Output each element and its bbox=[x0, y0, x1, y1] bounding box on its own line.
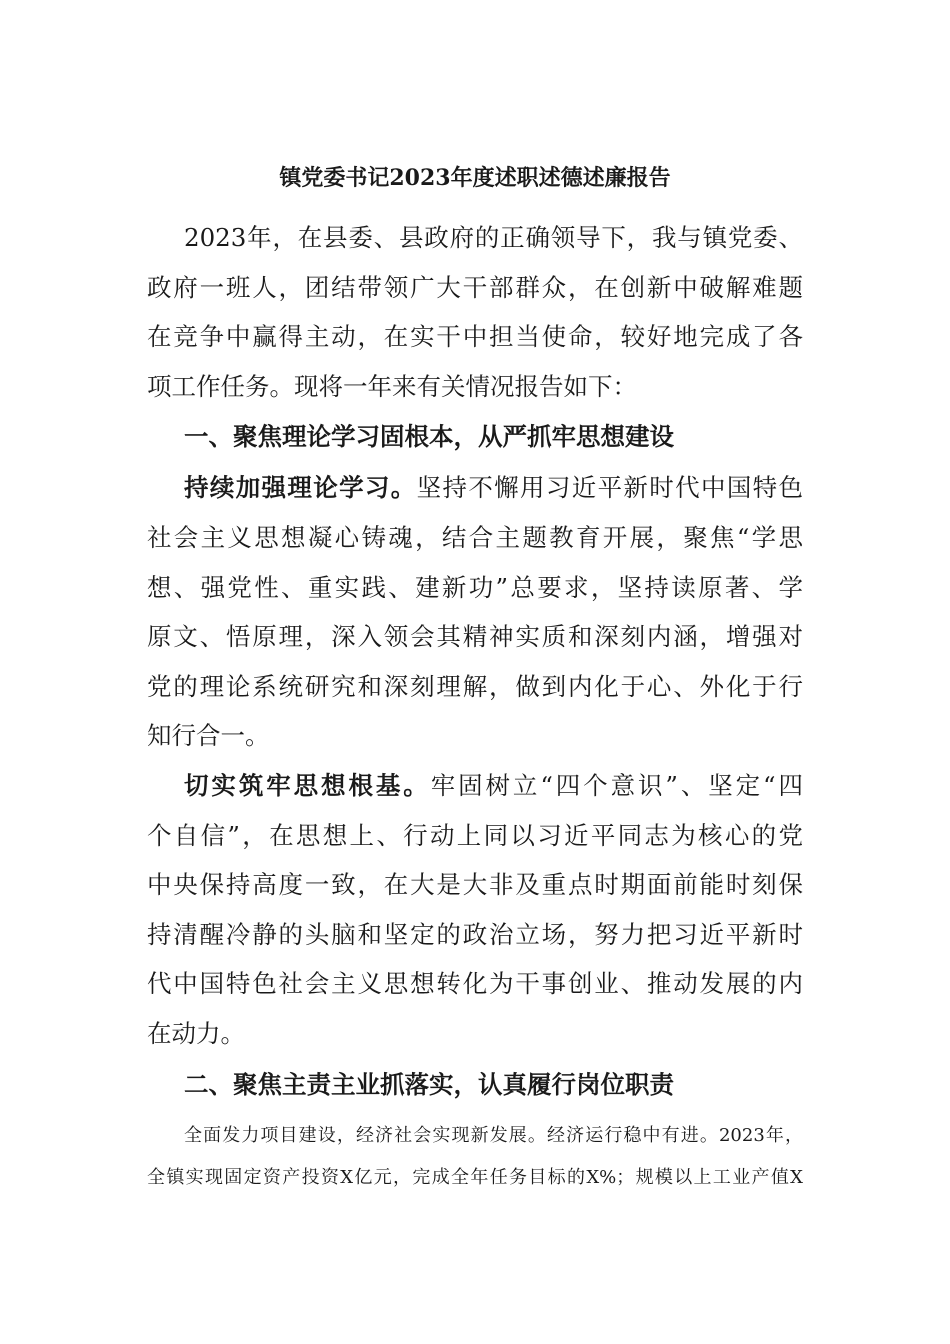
intro-paragraph bbox=[147, 213, 803, 411]
text-line: 全面发力项目建设，经济社会实现新发展。经济运行稳中有进。2023年， bbox=[184, 1125, 803, 1146]
document-title: 镇党委书记2023年度述职述德述廉报告 bbox=[279, 165, 671, 191]
text-line: 项工作任务。现将一年来有关情况报告如下： bbox=[147, 371, 637, 401]
text-line bbox=[147, 463, 803, 513]
text-line: 原文、悟原理，深入领会其精神实质和深刻内涵，增强对 bbox=[147, 622, 803, 652]
paragraph-theory-study bbox=[147, 463, 803, 761]
text-line: 2023年，在县委、县政府的正确领导下，我与镇党委、 bbox=[184, 223, 803, 252]
text-line: 全镇实现固定资产投资X亿元，完成全年任务目标的X%；规模以上工业产值X bbox=[147, 1167, 803, 1188]
text-line: 中央保持高度一致，在大是大非及重点时期面前能时刻保 bbox=[147, 870, 803, 900]
text-line: 党的理论系统研究和深刻理解，做到内化于心、外化于行 bbox=[147, 671, 803, 701]
text-line: 持清醒冷静的头脑和坚定的政治立场，努力把习近平新时 bbox=[147, 919, 803, 949]
text-line: 在竞争中赢得主动，在实干中担当使命，较好地完成了各 bbox=[147, 322, 803, 352]
paragraph-ideological-foundation bbox=[147, 761, 803, 1059]
text-line: 在动力。 bbox=[147, 1018, 245, 1048]
text-line: 个自信”，在思想上、行动上同以习近平同志为核心的党 bbox=[147, 820, 803, 850]
paragraph-project-construction bbox=[147, 1115, 803, 1199]
section-heading-1: 一、聚焦理论学习固根本，从严抓牢思想建设 bbox=[184, 422, 674, 452]
text-line bbox=[147, 761, 803, 811]
run-in-heading: 持续加强理论学习。 bbox=[184, 473, 417, 503]
text-line: 知行合一。 bbox=[147, 721, 270, 751]
text-span: 坚持不懈用习近平新时代中国特色 bbox=[416, 473, 803, 503]
section-heading-2: 二、聚焦主责主业抓落实，认真履行岗位职责 bbox=[184, 1069, 674, 1099]
document-body bbox=[147, 213, 803, 1111]
run-in-heading: 切实筑牢思想根基。 bbox=[184, 770, 431, 800]
text-line: 想、强党性、重实践、建新功”总要求，坚持读原著、学 bbox=[147, 572, 803, 602]
text-line: 社会主义思想凝心铸魂，结合主题教育开展，聚焦“学思 bbox=[147, 522, 803, 552]
text-span: 牢固树立“四个意识”、坚定“四 bbox=[430, 770, 803, 800]
text-line: 代中国特色社会主义思想转化为干事创业、推动发展的内 bbox=[147, 969, 803, 999]
text-line: 政府一班人，团结带领广大干部群众，在创新中破解难题 bbox=[147, 272, 803, 302]
